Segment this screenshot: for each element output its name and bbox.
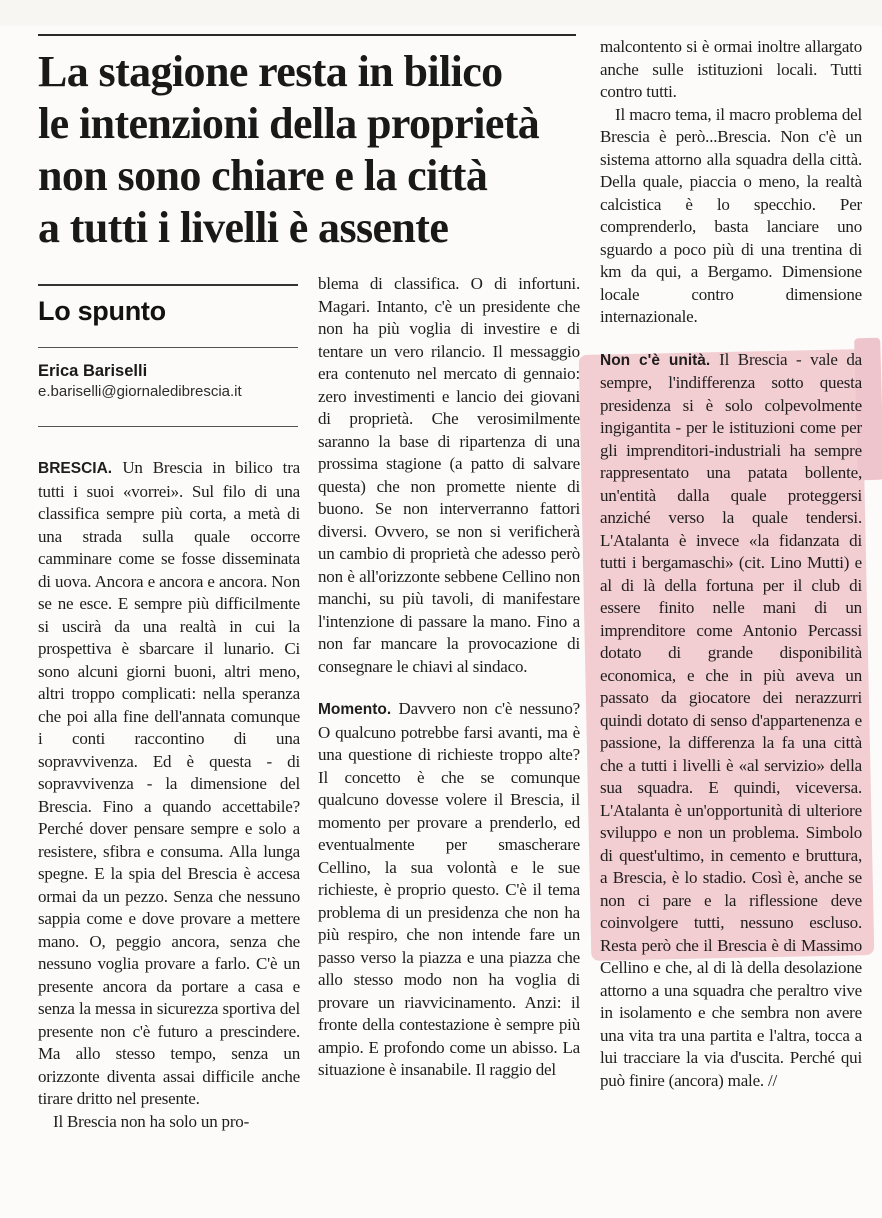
headline-line: La stagione resta in bilico [38, 47, 503, 96]
byline-rule-bottom [38, 426, 298, 427]
paragraph-lead-in: BRESCIA. [38, 460, 123, 477]
top-rule [38, 34, 576, 36]
article-paragraph: Momento. Davvero non c'è nessuno? O qualcuno potrebbe farsi avanti, ma è una questione di richieste troppo alte? Il concetto è che se comunque qualcuno dovesse volere il Brescia, il momento per provare a prenderlo, ed eventualmente per smascherare Cellino, la sua volontà e le sue richieste, è proprio questo. C'è il tema problema di un presidenza che non ha più respiro, che non intende fare un passo verso la piazza e una piazza che allo stesso modo non ha voglia di provare un riavvicinamento. Anzi: il fronte della contestazione è sempre più ampio. E profondo come un abisso. La situazione è insanabile. Il raggio del [318, 699, 580, 1079]
article-column-3 [600, 36, 862, 1092]
article-paragraph: Il macro tema, il macro problema del Brescia è però...Brescia. Non c'è un sistema attorno alla squadra della città. Della quale, piaccia o meno, la realtà calcistica è lo specchio. Per comprenderlo, basta lanciare uno sguardo a poco più di una trentina di km da qui, a Bergamo. Dimensione locale contro dimensione internazionale. [600, 104, 862, 326]
paragraph-lead-in: Non c'è unità. [600, 351, 720, 369]
headline-line: a tutti i livelli è assente [38, 203, 449, 252]
author-name: Erica Bariselli [38, 362, 148, 380]
article-column-1 [38, 457, 300, 1133]
article-paragraph: Non c'è unità. Il Brescia - vale da sempre, l'indifferenza sotto questa presidenza si è solo colpevolmente ingigantita - per le istituzioni come per gli imprenditori-industriali ha sempre rappresentato una patata bollente, un'entità dalla quale proteggersi anziché verso la quale tendersi. L'Atalanta è invece «la fidanzata di tutti i bergamaschi» (cit. Lino Mutti) e al di là della fortuna per il club di essere finito nelle mani di un imprenditore come Antonio Percassi dotato di grande disponibilità economica, e che in più aveva un passato da giocatore dei nerazzurri quindi dotato di senso d'appartenenza e passione, la differenza la fa una città che a tutti i livelli è «al servizio» della sua squadra. E quindi, viceversa. L'Atalanta è un'opportunità di ulteriore sviluppo e non un problema. Simbolo di quest'ultimo, in cemento e bruttura, a Brescia, è lo stadio. Così è, anche se non ci pare e la riflessione deve coinvolgere tutti, nessuno escluso. Resta però che il Brescia è di Massimo Cellino e che, al di là della desolazione attorno a una squadra che peraltro vive in isolamento e che sembra non avere una vita tra una partita e l'altra, tocca a lui tracciare la via d'uscita. Perché qui può finire (ancora) male. // [600, 349, 862, 1090]
article-paragraph: BRESCIA. Un Brescia in bilico tra tutti i suoi «vorrei». Sul filo di una classifica sempre più corta, a metà di una strada sulla quale occorre camminare come se fosse disseminata di uova. Ancora e ancora e ancora. Non se ne esce. E sempre più difficilmente si uscirà da una realtà in cui la prospettiva è sbarcare il lunario. Ci sono alcuni giorni buoni, altri meno, altri troppo complicati: nella speranza che poi alla fine dell'annata comunque i conti raccontino di una sopravvivenza. Ed è questa - di sopravvivenza - la dimensione del Brescia. Fino a quando accettabile? Perché dover pensare sempre e solo a resistere, sfibra e consuma. Alla lunga spegne. E la spia del Brescia è accesa ormai da un pezzo. Senza che nessuno sappia come e dove provare a mettere mano. O, peggio ancora, senza che nessuno voglia provare a farlo. C'è un presente ancora da portare a casa e senza la messa in sicurezza sportiva del presente non c'è futuro a prescindere. Ma allo stesso tempo, senza un orizzonte diventa assai difficile anche tirare dritto nel presente. [38, 458, 301, 1108]
scan-margin-shade [0, 0, 882, 26]
author-email: e.bariselli@giornaledibrescia.it [38, 383, 242, 400]
article-headline [38, 46, 598, 254]
article-paragraph: malcontento si è ormai inoltre allargato anche sulle istituzioni locali. Tutti contro tutti. [600, 37, 862, 101]
paragraph-lead-in: Momento. [318, 701, 399, 718]
kicker-rule-top [38, 284, 298, 286]
article-paragraph: blema di classifica. O di infortuni. Magari. Intanto, c'è un presidente che non ha più voglia di investire e di tentare un vero rilancio. Il messaggio era contenuto nel mercato di gennaio: zero investimenti e lancio dei giovani di proprietà. Che verosimilmente saranno la base di ripartenza di una prossima stagione (a patto di salvare questa) che non promette niente di buono. Se non interverranno fattori diversi. Ovvero, se non si verificherà un cambio di proprietà che adesso però non è all'orizzonte sebbene Cellino non manchi, su più tavoli, di manifestare l'intenzione di passare la mano. Fino a non far mancare la provocazione di consegnare le chiavi al sindaco. [318, 274, 580, 676]
headline-line: non sono chiare e la città [38, 151, 488, 200]
section-kicker: Lo spunto [38, 296, 166, 326]
article-paragraph: Il Brescia non ha solo un pro- [53, 1111, 250, 1131]
headline-line: le intenzioni della proprietà [38, 99, 540, 148]
kicker-rule-bottom [38, 347, 298, 348]
article-column-2 [318, 273, 580, 1082]
